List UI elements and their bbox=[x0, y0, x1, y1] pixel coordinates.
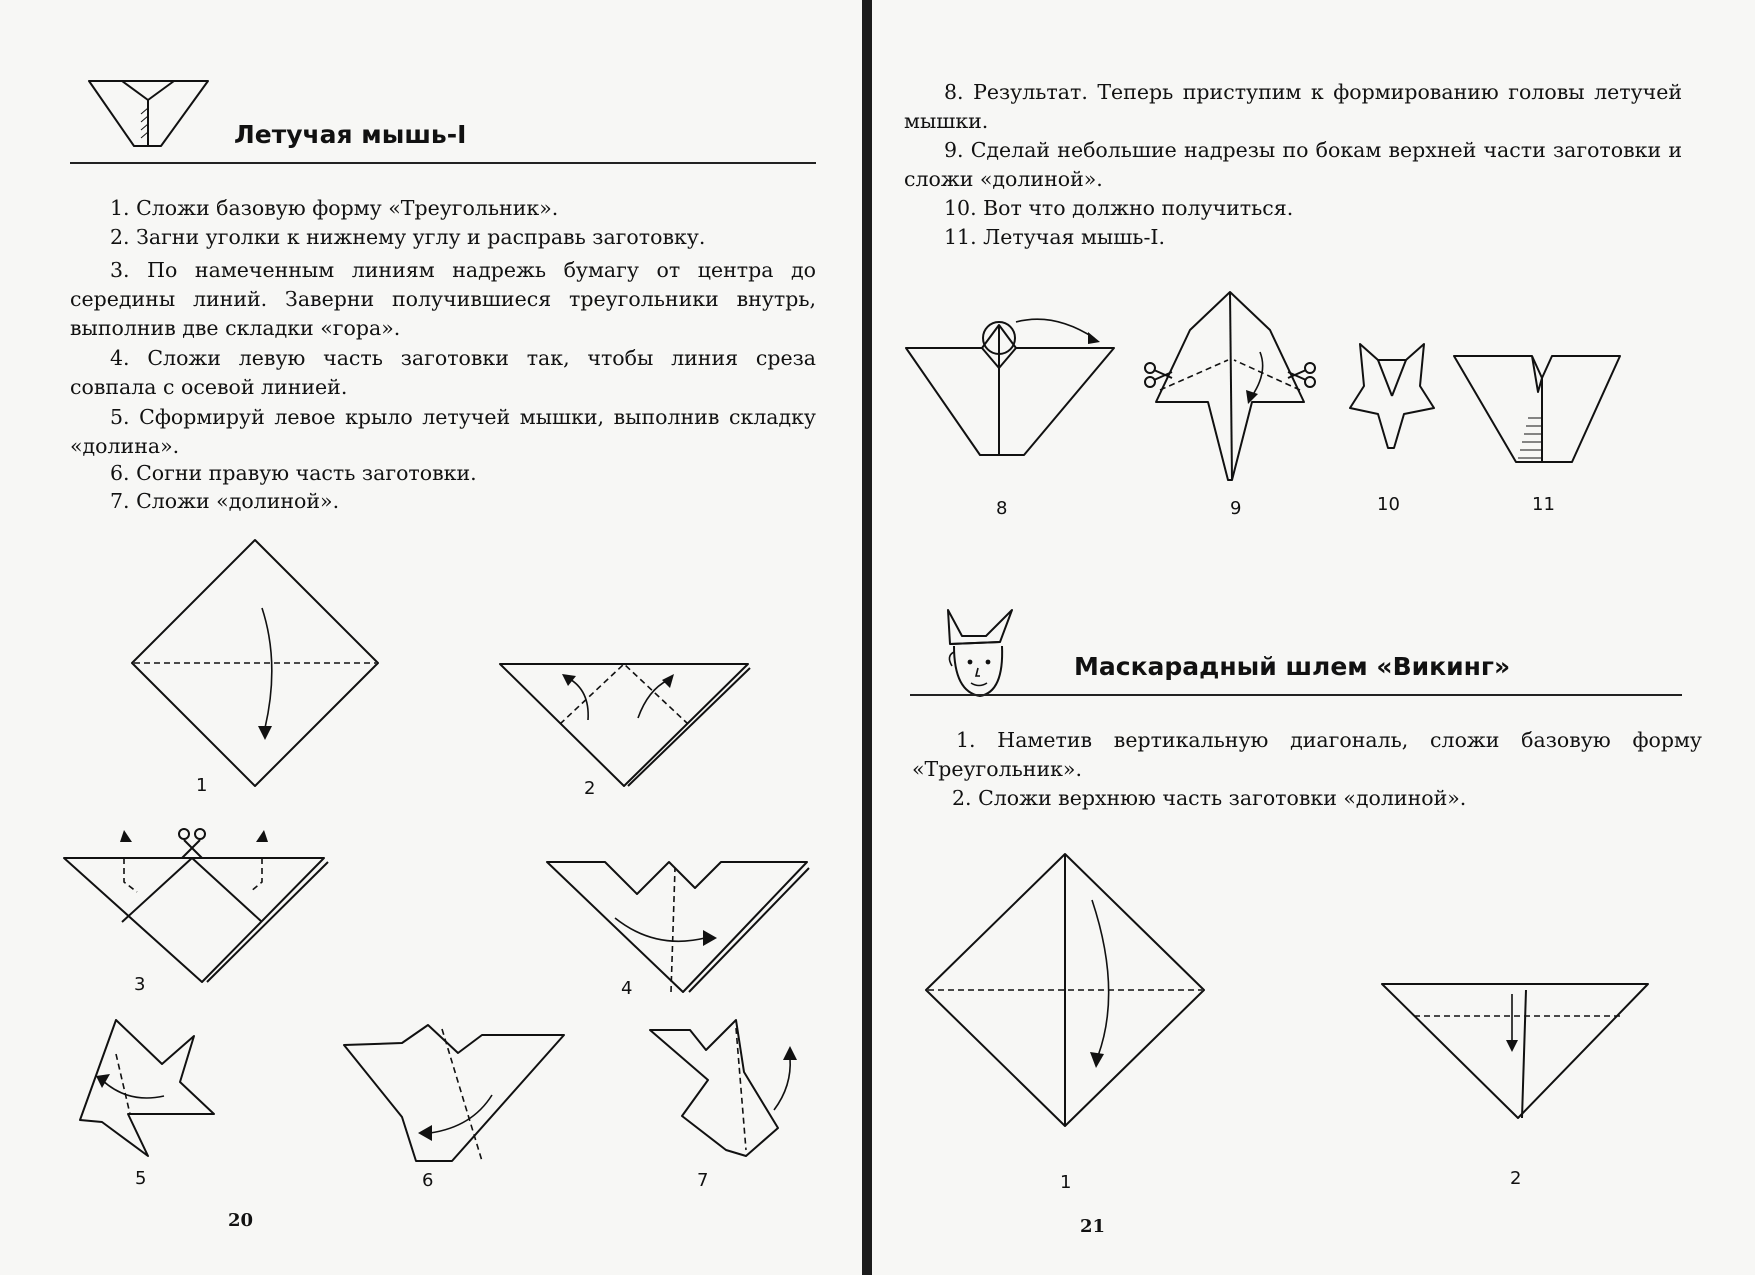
book-gutter bbox=[862, 0, 872, 1275]
figure-number: 8 bbox=[996, 498, 1008, 519]
title-rule bbox=[910, 694, 1682, 696]
viking-header-icon bbox=[940, 606, 1020, 701]
figure-number: 2 bbox=[1510, 1168, 1522, 1189]
step-text: 1. Сложи базовую форму «Треугольник». bbox=[110, 196, 559, 220]
title-rule bbox=[70, 162, 816, 164]
section-title: Маскарадный шлем «Викинг» bbox=[1074, 652, 1511, 681]
figure-number: 4 bbox=[621, 978, 633, 999]
page-number: 20 bbox=[228, 1210, 254, 1231]
diagram-step-1 bbox=[130, 538, 380, 788]
step-text: 3. По намеченным линиям надрежь бумагу от центра до середины линий. Заверни получившиеся треугольники внутрь, выполнив две складки «гора». bbox=[70, 258, 816, 340]
step-text: 6. Согни правую часть заготовки. bbox=[110, 461, 477, 485]
step-text: 9. Сделай небольшие надрезы по бокам верхней части заготовки и сложи «долиной». bbox=[904, 138, 1682, 191]
left-page bbox=[0, 0, 862, 1275]
step-text: 2. Сложи верхнюю часть заготовки «долиной». bbox=[952, 786, 1467, 810]
figure-number: 1 bbox=[1060, 1172, 1072, 1193]
bat-header-icon bbox=[86, 78, 212, 153]
step-text: 1. Наметив вертикальную диагональ, сложи базовую форму «Треугольник». bbox=[912, 728, 1702, 781]
step-text: 10. Вот что должно получиться. bbox=[944, 196, 1294, 220]
figure-number: 11 bbox=[1532, 494, 1555, 515]
viking-diagram-step-1 bbox=[922, 850, 1208, 1130]
diagram-step-5 bbox=[78, 1018, 218, 1158]
diagram-step-6 bbox=[342, 1023, 567, 1165]
step-text: 2. Загни уголки к нижнему углу и расправь заготовку. bbox=[110, 225, 706, 249]
figure-number: 9 bbox=[1230, 498, 1242, 519]
figure-number: 7 bbox=[697, 1170, 709, 1191]
step-text: 7. Сложи «долиной». bbox=[110, 489, 340, 513]
step-text: 8. Результат. Теперь приступим к формированию головы летучей мышки. bbox=[904, 80, 1682, 133]
right-page bbox=[872, 0, 1755, 1275]
diagram-step-9 bbox=[1140, 290, 1320, 485]
diagram-step-10 bbox=[1348, 340, 1438, 452]
figure-number: 10 bbox=[1377, 494, 1400, 515]
diagram-step-4 bbox=[545, 858, 810, 998]
step-text: 4. Сложи левую часть заготовки так, чтобы линия среза совпала с осевой линией. bbox=[70, 346, 816, 399]
page-number: 21 bbox=[1080, 1216, 1106, 1237]
page-title: Летучая мышь-I bbox=[234, 120, 467, 149]
diagram-step-8 bbox=[904, 310, 1122, 460]
figure-number: 3 bbox=[134, 974, 146, 995]
figure-number: 5 bbox=[135, 1168, 147, 1189]
diagram-step-11 bbox=[1452, 352, 1624, 464]
step-text: 5. Сформируй левое крыло летучей мышки, выполнив складку «долина». bbox=[70, 405, 816, 458]
figure-number: 6 bbox=[422, 1170, 434, 1191]
diagram-step-7 bbox=[648, 1018, 798, 1158]
figure-number: 2 bbox=[584, 778, 596, 799]
viking-diagram-step-2 bbox=[1378, 978, 1652, 1124]
step-text: 11. Летучая мышь-I. bbox=[944, 225, 1166, 249]
diagram-step-3 bbox=[62, 822, 332, 992]
diagram-step-2 bbox=[498, 660, 750, 795]
figure-number: 1 bbox=[196, 775, 208, 796]
